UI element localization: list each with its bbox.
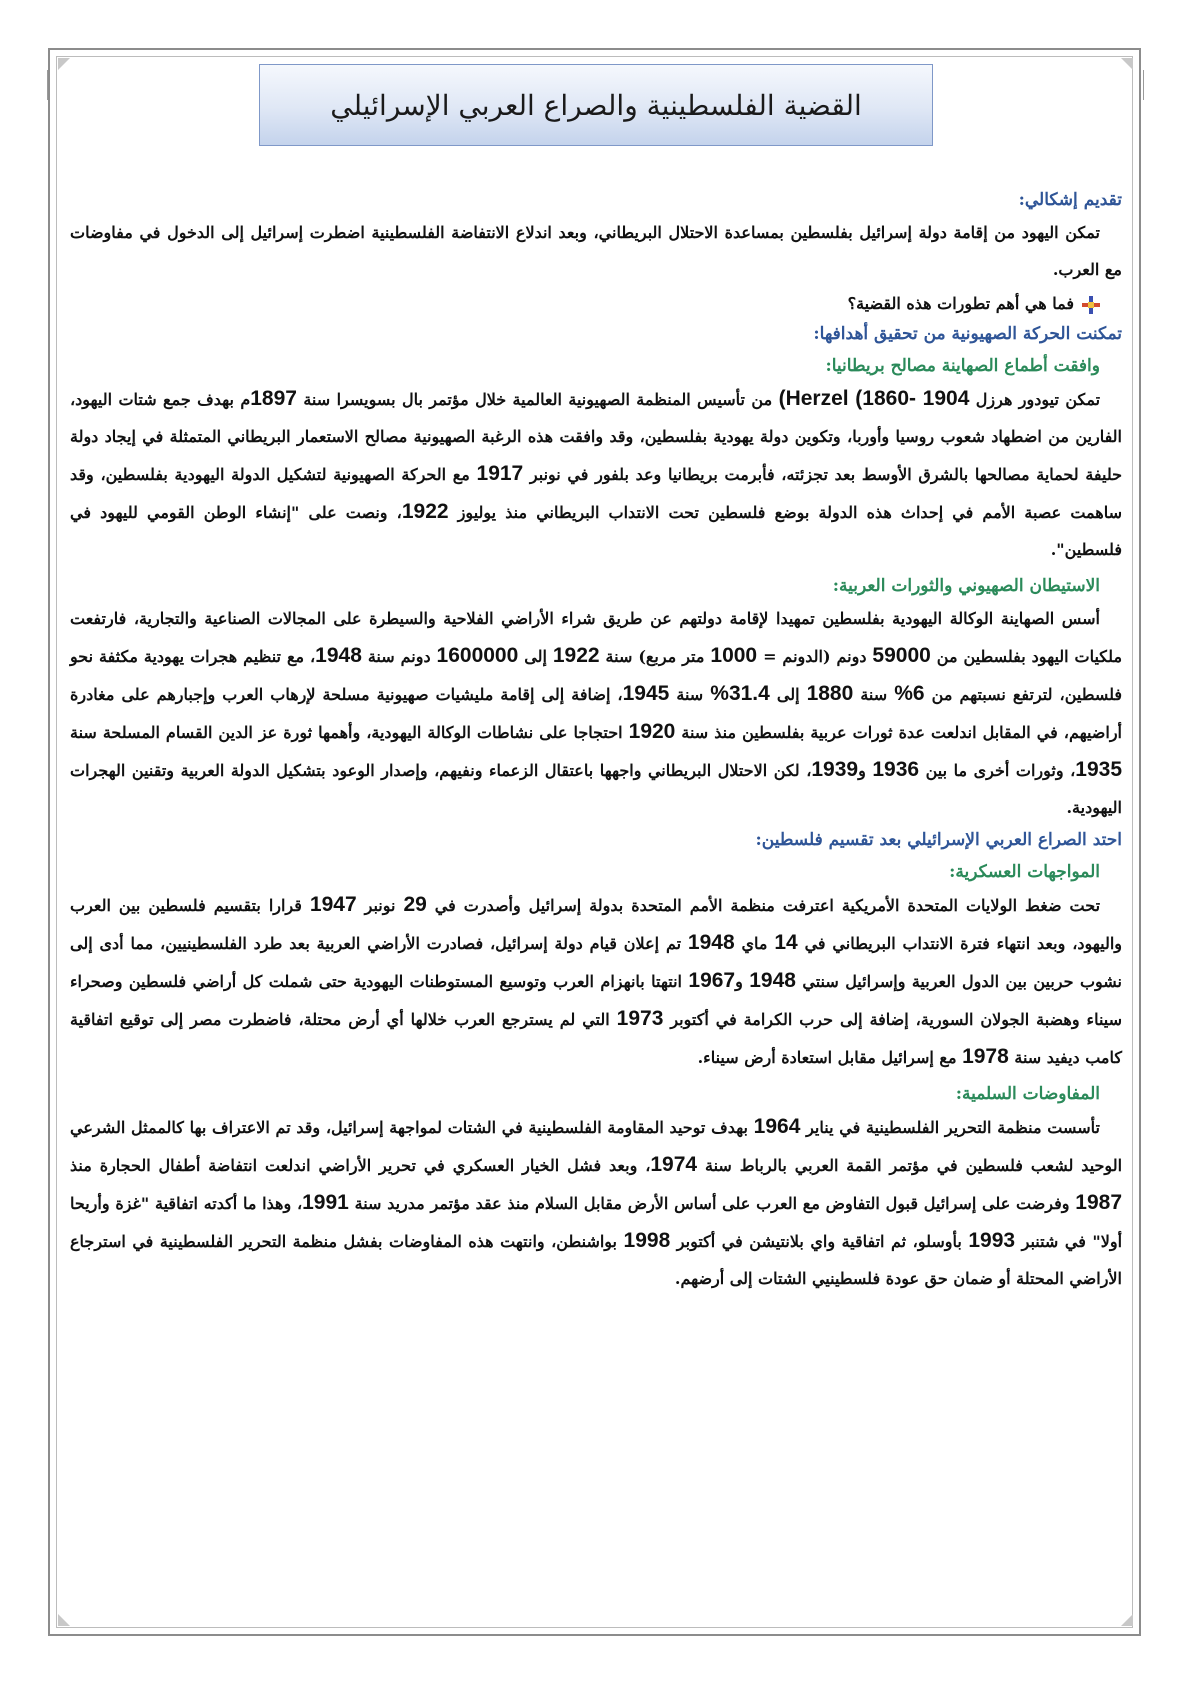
intro-paragraph: تمكن اليهود من إقامة دولة إسرائيل بفلسطين بمساعدة الاحتلال البريطاني، وبعد اندلاع الانتفاضة الفلسطينية اضطرت إسرائيل إلى الدخول في مفاوضات مع العرب. [70, 223, 1122, 279]
section1-sub2-paragraph: أسس الصهاينة الوكالة اليهودية بفلسطين تمهيدا لإقامة دولتهم عن طريق شراء الأراضي الفلاحية والسيطرة على المجالات الصناعية والتجارية، فارتفعت ملكيات اليهود بفلسطين من 59000 دونم (الدونم = 1000 متر مربع) سنة 1922 إلى 1600000 دونم سنة 1948، مع تنظيم هجرات يهودية مكثفة نحو فلسطين، لترتفع نسبتهم من 6% سنة 1880 إلى 31.4% سنة 1945، إضافة إلى إقامة مليشيات صهيونية مسلحة لإرهاب العرب وإجبارهم على مغادرة أراضيهم، في المقابل اندلعت عدة ثورات عربية بفلسطين منذ سنة 1920 احتجاجا على نشاطات الوكالة اليهودية، وأهمها ثورة عز الدين القسام المسلحة سنة 1935، وثورات أخرى ما بين 1936 و1939، لكن الاحتلال البريطاني واجهها باعتقال الزعماء ونفيهم، وإصدار الوعود بتشكيل الدولة العربية وتقنين الهجرات اليهودية. [70, 609, 1123, 817]
section2-sub2-heading: المفاوضات السلمية: [955, 1084, 1100, 1104]
section1-sub1-paragraph: تمكن تيودور هرزل 1904 -1860) Herzel) من تأسيس المنظمة الصهيونية العالمية خلال مؤتمر بال بسويسرا سنة 1897م بهدف جمع شتات اليهود، الفارين من اضطهاد شعوب روسيا وأوربا، وتكوين دولة يهودية بفلسطين، وقد وافقت هذه الرغبة الصهيونية مصالح الاستعمار البريطاني المتمثلة في إيجاد دولة حليفة لحماية مصالحها بالشرق الأوسط بعد تجزئته، فأبرمت بريطانيا وعد بلفور في نونبر 1917 مع الحركة الصهيونية لتشكيل الدولة اليهودية بفلسطين، وقد ساهمت عصبة الأمم في إحداث هذه الدولة بوضع فلسطين تحت الانتداب البريطاني منذ يوليوز 1922، ونصت على "إنشاء الوطن القومي لليهود في فلسطين". [70, 387, 1123, 559]
corner-ornament-top-right [1121, 58, 1133, 70]
corner-ornament-bottom-right [1121, 1614, 1133, 1626]
section2-sub1-paragraph: تحت ضغط الولايات المتحدة الأمريكية اعترفت منظمة الأمم المتحدة بدولة إسرائيل وأصدرت في 29 نونبر 1947 قرارا بتقسيم فلسطين بين العرب واليهود، وبعد انتهاء فترة الانتداب البريطاني في 14 ماي 1948 تم إعلان قيام دولة إسرائيل، فصادرت الأراضي العربية بعد طرد الفلسطينيين، مما أدى إلى نشوب حربين بين الدول العربية وإسرائيل سنتي 1948 و1967 انتهتا بانهزام العرب وتوسيع المستوطنات اليهودية حتى شملت كل أراضي فلسطين وصحراء سيناء وهضبة الجولان السورية، إضافة إلى حرب الكرامة في أكتوبر 1973 التي لم يسترجع العرب خلالها أي أرض محتلة، فاضطرت مصر إلى توقيع اتفاقية كامب ديفيد سنة 1978 مع إسرائيل مقابل استعادة أرض سيناء. [70, 893, 1123, 1068]
border-tick-left [47, 70, 48, 100]
document-body [70, 186, 1122, 1297]
intro-heading: تقديم إشكالي: [1018, 190, 1122, 210]
intro-question: فما هي أهم تطورات هذه القضية؟ [847, 294, 1074, 313]
section1-sub2-heading: الاستيطان الصهيوني والثورات العربية: [832, 576, 1100, 596]
section2-sub2-paragraph: تأسست منظمة التحرير الفلسطينية في يناير 1964 بهدف توحيد المقاومة الفلسطينية في الشتات لمواجهة إسرائيل، وقد تم الاعتراف بها كالممثل الشرعي الوحيد لشعب فلسطين في مؤتمر القمة العربي بالرباط سنة 1974، وبعد فشل الخيار العسكري في تحرير الأراضي اندلعت انتفاضة أطفال الحجارة منذ 1987 وفرضت على إسرائيل قبول التفاوض مع العرب على أساس الأرض مقابل السلام منذ عقد مؤتمر مدريد سنة 1991، وهذا ما أكدته اتفاقية "غزة وأريحا أولا" في شتنبر 1993 بأوسلو، ثم اتفاقية واي بلانتيشن في أكتوبر 1998 بواشنطن، وانتهت هذه المفاوضات بفشل منظمة التحرير الفلسطينية في استرجاع الأراضي المحتلة أو ضمان حق عودة فلسطينيي الشتات إلى أرضهم. [70, 1115, 1123, 1288]
document-title-box [259, 64, 933, 146]
document-title: القضية الفلسطينية والصراع العربي الإسرائيلي [330, 88, 862, 122]
corner-ornament-top-left [58, 58, 70, 70]
intro-question-line [70, 288, 1122, 320]
section1-sub1-heading: وافقت أطماع الصهاينة مصالح بريطانيا: [825, 356, 1100, 376]
border-tick-right [1143, 70, 1144, 100]
section1-heading: تمكنت الحركة الصهيونية من تحقيق أهدافها: [813, 324, 1122, 344]
corner-ornament-bottom-left [58, 1614, 70, 1626]
section2-sub1-heading: المواجهات العسكرية: [949, 862, 1100, 882]
section2-heading: احتد الصراع العربي الإسرائيلي بعد تقسيم فلسطين: [755, 830, 1122, 850]
bullet-plus-icon [1082, 296, 1100, 314]
